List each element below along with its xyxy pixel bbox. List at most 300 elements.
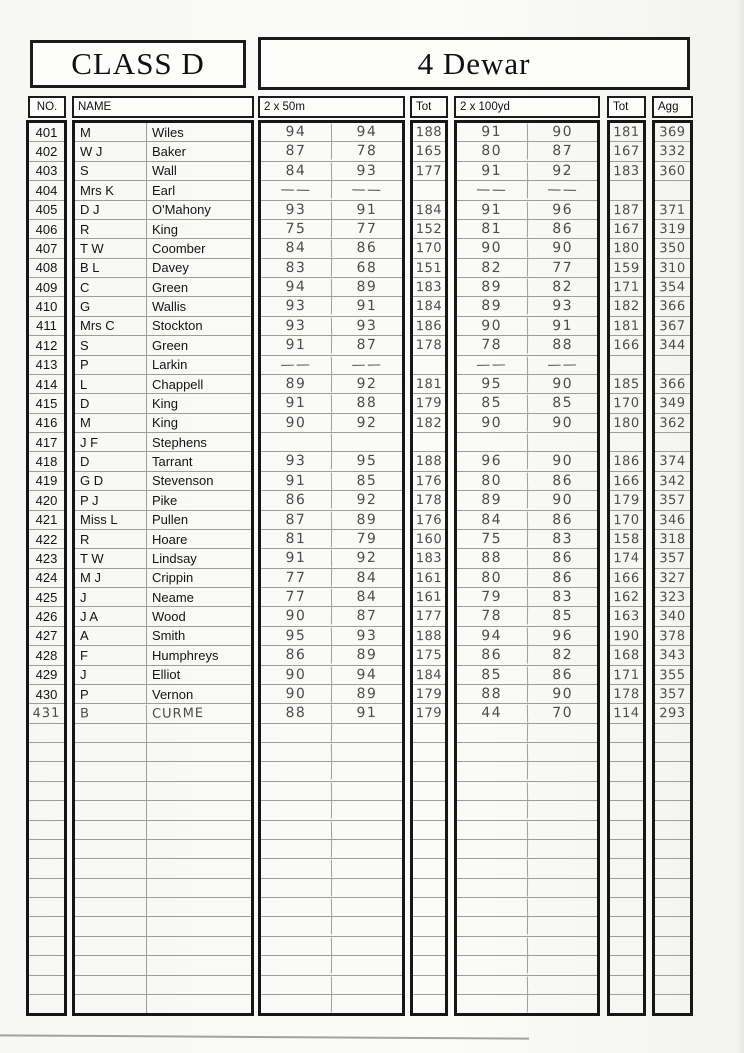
table-row bbox=[457, 975, 597, 994]
no-cell: 424 bbox=[35, 570, 58, 586]
table-row bbox=[655, 587, 690, 606]
table-row bbox=[29, 335, 64, 354]
initials-cell: Miss L bbox=[80, 512, 118, 528]
initials-cell: T W bbox=[80, 550, 104, 566]
column-header-tot-100yd: Tot bbox=[607, 96, 646, 118]
table-row bbox=[655, 955, 690, 974]
surname-cell: Humphreys bbox=[146, 646, 251, 664]
score-100yd-1-cell bbox=[457, 723, 527, 742]
table-row bbox=[610, 587, 643, 606]
table-row bbox=[457, 568, 597, 587]
score-50m-1-cell: 93 bbox=[285, 298, 307, 315]
table-row bbox=[29, 606, 64, 625]
surname-cell bbox=[146, 821, 251, 839]
table-row bbox=[655, 994, 690, 1013]
total-100yd-cell bbox=[610, 762, 643, 781]
surname-cell: Hoare bbox=[146, 530, 251, 548]
table-row bbox=[75, 393, 251, 412]
score-100yd-2-cell: 86 bbox=[526, 665, 597, 685]
score-50m-1-cell bbox=[261, 801, 331, 820]
score-50m-1-cell: 90 bbox=[285, 414, 307, 431]
table-row bbox=[29, 296, 64, 315]
initials-cell: J A bbox=[80, 609, 99, 625]
score-50m-2-cell bbox=[331, 859, 402, 879]
table-row bbox=[655, 277, 690, 296]
no-cell: 402 bbox=[35, 144, 58, 160]
initials-cell: P bbox=[80, 686, 89, 702]
table-row bbox=[457, 316, 597, 335]
score-50m-1-cell: 86 bbox=[285, 492, 307, 509]
table-row bbox=[413, 180, 445, 199]
total-50m-cell: 176 bbox=[415, 473, 443, 489]
score-50m-1-cell: 75 bbox=[285, 220, 307, 238]
total-100yd-cell: 114 bbox=[613, 705, 640, 722]
score-50m-1-cell bbox=[261, 936, 331, 956]
score-100yd-2-cell: 86 bbox=[526, 549, 597, 569]
table-row bbox=[457, 820, 597, 839]
table-row bbox=[75, 180, 251, 199]
table-row bbox=[29, 316, 64, 335]
aggregate-cell bbox=[655, 878, 690, 897]
no-cell: 409 bbox=[35, 279, 58, 295]
total-100yd-cell: 181 bbox=[613, 318, 640, 334]
score-50m-2-cell: 91 bbox=[331, 297, 402, 316]
table-row bbox=[75, 587, 251, 606]
table-row bbox=[457, 742, 597, 761]
total-100yd-cell: 171 bbox=[613, 666, 640, 683]
no-cell: 425 bbox=[35, 589, 58, 605]
score-50m-2-cell: 84 bbox=[331, 587, 402, 607]
surname-cell bbox=[146, 956, 251, 974]
table-row bbox=[261, 994, 402, 1013]
table-row bbox=[75, 335, 251, 354]
initials-cell: P bbox=[80, 357, 89, 373]
table-row bbox=[29, 141, 64, 160]
score-50m-2-cell: 94 bbox=[331, 665, 402, 685]
score-50m-1-cell: 94 bbox=[285, 279, 307, 296]
surname-cell bbox=[146, 743, 251, 761]
score-50m-1-cell bbox=[261, 975, 331, 995]
table-row bbox=[413, 490, 445, 509]
table-row bbox=[655, 219, 690, 238]
score-50m-1-cell: 95 bbox=[285, 627, 307, 645]
total-50m-cell bbox=[413, 801, 445, 820]
table-row bbox=[610, 335, 643, 354]
table-row bbox=[261, 684, 402, 703]
no-cell: 414 bbox=[35, 376, 58, 392]
no-cell bbox=[29, 937, 64, 955]
total-50m-cell: 179 bbox=[415, 395, 443, 412]
total-100yd-cell: 166 bbox=[613, 473, 640, 489]
score-50m-1-cell: 91 bbox=[285, 472, 307, 490]
total-100yd-cell: 159 bbox=[613, 260, 640, 276]
total-50m-cell: 182 bbox=[415, 415, 443, 431]
score-50m-2-cell: 79 bbox=[331, 529, 402, 548]
table-row bbox=[413, 878, 445, 897]
aggregate-cell: 360 bbox=[659, 163, 686, 179]
column-header-tot-50m: Tot bbox=[410, 96, 448, 118]
surname-cell: Larkin bbox=[146, 356, 251, 374]
total-100yd-cell: 171 bbox=[613, 279, 640, 295]
table-row bbox=[29, 180, 64, 199]
score-50m-1-cell: 93 bbox=[285, 453, 307, 470]
table-row bbox=[413, 393, 445, 412]
aggregate-cell: 357 bbox=[659, 492, 686, 508]
table-row bbox=[29, 916, 64, 935]
table-row bbox=[610, 916, 643, 935]
surname-cell bbox=[146, 879, 251, 897]
no-cell bbox=[29, 840, 64, 858]
table-row bbox=[75, 878, 251, 897]
table-row bbox=[457, 123, 597, 141]
table-row bbox=[457, 684, 597, 703]
initials-cell: B bbox=[79, 706, 91, 722]
table-row bbox=[655, 820, 690, 839]
aggregate-cell: 367 bbox=[659, 318, 686, 334]
total-50m-cell: 184 bbox=[415, 298, 443, 315]
score-100yd-2-cell bbox=[526, 781, 597, 801]
total-50m-cell bbox=[413, 762, 445, 781]
surname-cell bbox=[146, 724, 251, 742]
no-cell bbox=[29, 743, 64, 761]
initials-cell: G bbox=[80, 299, 91, 315]
aggregate-cell bbox=[655, 859, 690, 878]
total-50m-cell bbox=[413, 917, 445, 936]
table-row bbox=[29, 490, 64, 509]
table-row bbox=[75, 219, 251, 238]
total-100yd-cell: 190 bbox=[613, 628, 640, 644]
table-row bbox=[75, 432, 251, 451]
score-100yd-2-cell: 70 bbox=[526, 704, 597, 724]
total-50m-cell: 165 bbox=[415, 143, 443, 160]
table-row bbox=[29, 200, 64, 219]
total-100yd-cell: 186 bbox=[613, 453, 640, 470]
score-100yd-2-cell: 87 bbox=[526, 142, 597, 161]
table-row bbox=[75, 684, 251, 703]
aggregate-cell: 350 bbox=[659, 240, 686, 257]
score-50m-1-cell: 84 bbox=[285, 240, 307, 257]
table-row bbox=[610, 258, 643, 277]
score-100yd-2-cell: 77 bbox=[526, 258, 597, 277]
table-row bbox=[75, 529, 251, 548]
table-row bbox=[29, 277, 64, 296]
table-row bbox=[457, 393, 597, 412]
table-row bbox=[29, 238, 64, 257]
total-100yd-cell bbox=[610, 433, 643, 452]
table-row bbox=[457, 626, 597, 645]
aggregate-cell bbox=[655, 433, 690, 452]
surname-cell: Chappell bbox=[146, 375, 251, 393]
table-row bbox=[610, 355, 643, 374]
table-row bbox=[610, 742, 643, 761]
surname-cell: Lindsay bbox=[146, 549, 251, 567]
table-row bbox=[655, 568, 690, 587]
no-cell bbox=[29, 898, 64, 916]
table-row bbox=[413, 123, 445, 141]
no-cell: 406 bbox=[35, 221, 58, 237]
table-row bbox=[457, 490, 597, 509]
surname-cell bbox=[146, 840, 251, 858]
surname-cell: Coomber bbox=[146, 239, 251, 257]
table-row bbox=[457, 432, 597, 451]
total-100yd-cell bbox=[610, 975, 643, 994]
table-row bbox=[261, 665, 402, 684]
table-row bbox=[261, 955, 402, 974]
initials-cell: D bbox=[80, 454, 90, 470]
score-100yd-2-cell bbox=[526, 878, 597, 897]
total-100yd-cell: 181 bbox=[613, 124, 640, 140]
table-row bbox=[655, 355, 690, 374]
aggregate-cell: 354 bbox=[659, 279, 686, 295]
score-50m-1-cell: 84 bbox=[285, 162, 307, 180]
score-50m-1-cell bbox=[261, 432, 331, 452]
table-row bbox=[610, 490, 643, 509]
score-100yd-2-cell: 93 bbox=[526, 297, 597, 316]
table-row bbox=[413, 839, 445, 858]
total-50m-block bbox=[410, 120, 448, 1016]
initials-cell bbox=[75, 995, 146, 1013]
class-title-box bbox=[30, 40, 246, 88]
table-row bbox=[655, 316, 690, 335]
no-cell: 422 bbox=[35, 531, 58, 547]
score-50m-2-cell bbox=[331, 820, 402, 840]
score-50m-1-cell bbox=[261, 956, 331, 975]
no-cell: 407 bbox=[35, 240, 58, 256]
table-row bbox=[610, 800, 643, 819]
surname-cell: Stockton bbox=[146, 317, 251, 335]
score-100yd-1-cell bbox=[457, 859, 527, 879]
score-50m-1-cell: 77 bbox=[285, 569, 307, 586]
score-100yd-2-cell: 86 bbox=[526, 219, 597, 238]
total-50m-cell bbox=[413, 433, 445, 452]
table-row bbox=[457, 413, 597, 432]
table-row bbox=[75, 916, 251, 935]
no-cell bbox=[29, 762, 64, 780]
table-row bbox=[413, 238, 445, 257]
table-row bbox=[413, 548, 445, 567]
score-50m-2-cell: 93 bbox=[331, 161, 402, 181]
table-row bbox=[75, 820, 251, 839]
table-row bbox=[29, 761, 64, 780]
table-row bbox=[610, 393, 643, 412]
table-row bbox=[75, 742, 251, 761]
surname-cell: Wall bbox=[146, 162, 251, 180]
initials-cell: J bbox=[80, 667, 87, 683]
table-row bbox=[261, 374, 402, 393]
aggregate-cell bbox=[655, 181, 690, 200]
table-row bbox=[610, 878, 643, 897]
total-50m-cell: 178 bbox=[415, 492, 443, 508]
total-50m-cell bbox=[413, 956, 445, 975]
total-50m-cell: 181 bbox=[415, 376, 443, 392]
aggregate-cell: 310 bbox=[659, 260, 686, 276]
table-row bbox=[457, 161, 597, 180]
column-header-2x50m: 2 x 50m bbox=[258, 96, 405, 118]
initials-cell bbox=[75, 917, 146, 935]
score-100yd-2-cell bbox=[526, 723, 597, 742]
no-cell: 431 bbox=[32, 705, 61, 722]
total-50m-cell: 176 bbox=[415, 511, 443, 528]
no-cell: 404 bbox=[35, 182, 58, 198]
table-row bbox=[457, 936, 597, 955]
table-row bbox=[413, 432, 445, 451]
score-100yd-1-cell: 85 bbox=[481, 666, 503, 683]
score-100yd-2-cell bbox=[526, 897, 597, 917]
score-100yd-2-cell: 88 bbox=[526, 336, 597, 355]
no-cell bbox=[29, 782, 64, 800]
score-50m-1-cell: 91 bbox=[285, 550, 307, 567]
table-row bbox=[75, 839, 251, 858]
table-row bbox=[29, 219, 64, 238]
table-row bbox=[610, 219, 643, 238]
score-100yd-1-cell: 88 bbox=[481, 685, 503, 703]
table-row bbox=[261, 548, 402, 567]
initials-cell: S bbox=[80, 163, 89, 179]
table-row bbox=[75, 355, 251, 374]
score-100yd-1-cell: 89 bbox=[481, 492, 503, 509]
score-100yd-1-cell bbox=[457, 839, 527, 858]
no-cell bbox=[29, 859, 64, 877]
initials-cell: B L bbox=[80, 260, 100, 276]
table-row bbox=[457, 451, 597, 470]
table-row bbox=[610, 781, 643, 800]
table-row bbox=[610, 277, 643, 296]
score-50m-1-cell: 93 bbox=[285, 317, 307, 335]
score-100yd-1-cell: 91 bbox=[481, 201, 503, 218]
aggregate-cell: 371 bbox=[659, 201, 686, 218]
score-50m-1-cell bbox=[261, 994, 331, 1013]
score-50m-1-cell bbox=[261, 878, 331, 897]
score-50m-2-cell: 92 bbox=[331, 491, 402, 510]
table-row bbox=[655, 471, 690, 490]
table-row bbox=[261, 393, 402, 412]
score-100yd-1-cell: 80 bbox=[481, 143, 503, 160]
total-50m-cell: 179 bbox=[415, 705, 443, 722]
total-100yd-cell: 183 bbox=[613, 163, 640, 179]
table-row bbox=[610, 994, 643, 1013]
table-row bbox=[655, 490, 690, 509]
total-50m-cell bbox=[413, 723, 445, 742]
no-cell bbox=[29, 956, 64, 974]
score-100yd-1-cell bbox=[457, 432, 527, 452]
table-row bbox=[457, 200, 597, 219]
table-row bbox=[610, 955, 643, 974]
table-row bbox=[413, 316, 445, 335]
score-100yd-1-cell: 91 bbox=[481, 124, 503, 141]
table-row bbox=[261, 606, 402, 625]
aggregate-cell bbox=[655, 723, 690, 742]
table-row bbox=[655, 684, 690, 703]
table-row bbox=[655, 936, 690, 955]
score-50m-2-cell: 78 bbox=[331, 142, 402, 161]
aggregate-cell: 323 bbox=[659, 589, 686, 605]
table-row bbox=[413, 258, 445, 277]
initials-cell: L bbox=[80, 376, 88, 392]
score-50m-2-cell: 88 bbox=[331, 394, 402, 414]
score-50m-2-cell bbox=[331, 801, 402, 820]
surname-cell: Earl bbox=[146, 181, 251, 199]
table-row bbox=[261, 820, 402, 839]
table-row bbox=[413, 858, 445, 877]
table-row bbox=[261, 703, 402, 722]
table-row bbox=[261, 219, 402, 238]
score-100yd-2-cell bbox=[526, 936, 597, 956]
total-50m-cell: 184 bbox=[415, 666, 443, 683]
no-cell: 412 bbox=[35, 337, 58, 353]
total-50m-cell bbox=[413, 975, 445, 994]
table-row bbox=[610, 626, 643, 645]
score-50m-1-cell: —— bbox=[280, 182, 312, 199]
table-row bbox=[610, 761, 643, 780]
surname-cell: King bbox=[146, 394, 251, 412]
table-row bbox=[75, 161, 251, 180]
table-row bbox=[610, 180, 643, 199]
table-row bbox=[457, 587, 597, 606]
score-100yd-2-cell: 91 bbox=[526, 316, 597, 336]
table-row bbox=[457, 471, 597, 490]
table-row bbox=[75, 548, 251, 567]
initials-cell bbox=[75, 898, 146, 916]
score-50m-2-cell bbox=[331, 742, 402, 762]
score-50m-1-cell: 87 bbox=[285, 511, 307, 528]
table-row bbox=[413, 277, 445, 296]
table-row bbox=[655, 703, 690, 722]
table-row bbox=[29, 878, 64, 897]
total-100yd-cell: 170 bbox=[613, 511, 640, 528]
table-row bbox=[261, 723, 402, 742]
score-100yd-1-cell: 86 bbox=[481, 647, 503, 664]
table-row bbox=[413, 141, 445, 160]
total-50m-cell bbox=[413, 840, 445, 859]
score-100yd-2-cell: 83 bbox=[526, 587, 597, 607]
table-row bbox=[655, 897, 690, 916]
aggregate-block bbox=[652, 120, 693, 1016]
surname-cell: Green bbox=[146, 336, 251, 354]
table-row bbox=[29, 703, 64, 722]
table-row bbox=[457, 800, 597, 819]
aggregate-cell: 318 bbox=[659, 531, 686, 547]
surname-cell bbox=[146, 898, 251, 916]
no-cell: 410 bbox=[35, 299, 58, 315]
table-row bbox=[29, 820, 64, 839]
score-100yd-1-cell bbox=[457, 956, 527, 975]
surname-cell: Elliot bbox=[146, 666, 251, 684]
score-50m-1-cell bbox=[261, 897, 331, 917]
aggregate-cell bbox=[655, 820, 690, 839]
table-row bbox=[75, 316, 251, 335]
score-100yd-1-cell bbox=[457, 994, 527, 1013]
total-50m-cell: 184 bbox=[415, 201, 443, 218]
table-row bbox=[610, 897, 643, 916]
score-100yd-2-cell: 96 bbox=[526, 200, 597, 220]
table-row bbox=[75, 510, 251, 529]
table-row bbox=[610, 141, 643, 160]
surname-cell: Green bbox=[146, 278, 251, 296]
initials-cell bbox=[75, 976, 146, 994]
table-row bbox=[655, 858, 690, 877]
aggregate-cell: 362 bbox=[659, 415, 686, 431]
score-100yd-1-cell bbox=[457, 975, 527, 995]
table-row bbox=[457, 296, 597, 315]
score-50m-2-cell: —— bbox=[331, 355, 402, 375]
no-cell: 430 bbox=[35, 686, 58, 702]
table-row bbox=[655, 723, 690, 742]
table-row bbox=[457, 606, 597, 625]
table-row bbox=[413, 742, 445, 761]
aggregate-cell: 332 bbox=[659, 143, 686, 160]
score-50m-2-cell bbox=[331, 956, 402, 975]
initials-cell: M J bbox=[80, 570, 101, 586]
